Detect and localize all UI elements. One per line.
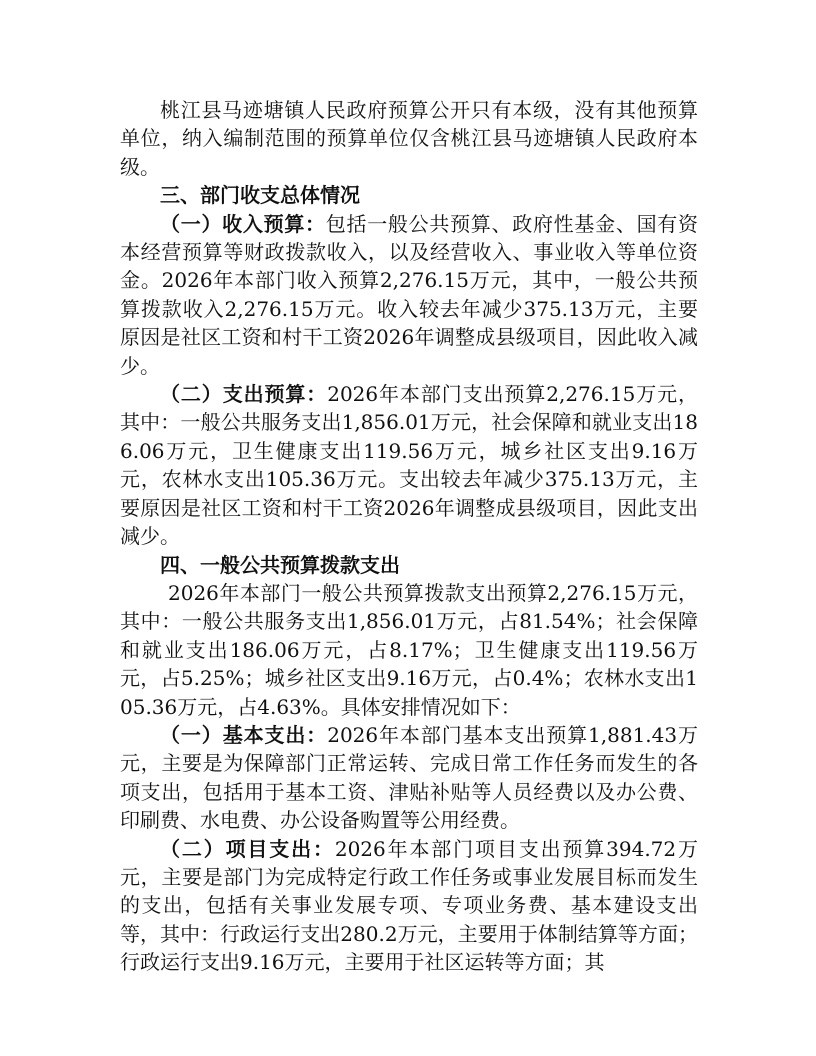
project-expense-text: 2026年本部门项目支出预算394.72万元，主要是部门为完成特定行政工作任务或事业发展目标而发生的支出，包括有关事业发展专项、专项业务费、基本建设支出等，其中：行政运行支出280.2万元，主要用于体制结算等方面；行政运行支出9.16万元，主要用于社区运转等方面；其	[120, 836, 698, 975]
basic-expense-label: （一）基本支出：	[160, 722, 328, 747]
income-budget-paragraph	[120, 210, 698, 380]
expense-budget-text: 2026年本部门支出预算2,276.15万元，其中：一般公共服务支出1,856.01万元，社会保障和就业支出186.06万元，卫生健康支出119.56万元，城乡社区支出9.16万元，农林水支出105.36万元。支出较去年减少375.13万元，主要原因是社区工资和村干工资2026年调整成县级项目，因此支出减少。	[120, 382, 698, 549]
section-heading-4: 四、一般公共预算拨款支出	[160, 552, 400, 577]
section-heading-3: 三、部门收支总体情况	[160, 183, 360, 208]
income-budget-text: 包括一般公共预算、政府性基金、国有资本经营预算等财政拨款收入，以及经营收入、事业收入等单位资金。2026年本部门收入预算2,276.15万元，其中，一般公共预算拨款收入2,276.15万元。收入较去年减少375.13万元，主要原因是社区工资和村干工资2026年调整成县级项目，因此收入减少。	[120, 211, 699, 378]
basic-expense-paragraph	[120, 721, 698, 835]
income-budget-label: （一）收入预算：	[160, 211, 326, 236]
project-expense-paragraph	[120, 835, 698, 977]
basic-expense-text: 2026年本部门基本支出预算1,881.43万元，主要是为保障部门正常运转、完成日常工作任务而发生的各项支出，包括用于基本工资、津贴补贴等人员经费以及办公费、印刷费、水电费、办公设备购置等公用经费。	[120, 722, 698, 833]
expense-budget-label: （二）支出预算：	[160, 382, 328, 407]
intro-paragraph: 桃江县马迹塘镇人民政府预算公开只有本级，没有其他预算单位，纳入编制范围的预算单位仅含桃江县马迹塘镇人民政府本级。	[120, 98, 698, 179]
expense-budget-paragraph	[120, 380, 698, 550]
general-budget-paragraph: 2026年本部门一般公共预算拨款支出预算2,276.15万元，其中：一般公共服务支出1,856.01万元，占81.54%；社会保障和就业支出186.06万元，占8.17%；卫生健康支出119.56万元，占5.25%；城乡社区支出9.16万元，占0.4%；农林水支出105.36万元，占4.63%。具体安排情况如下：	[120, 580, 698, 719]
document-page	[120, 96, 698, 977]
project-expense-label: （二）项目支出：	[160, 836, 335, 861]
